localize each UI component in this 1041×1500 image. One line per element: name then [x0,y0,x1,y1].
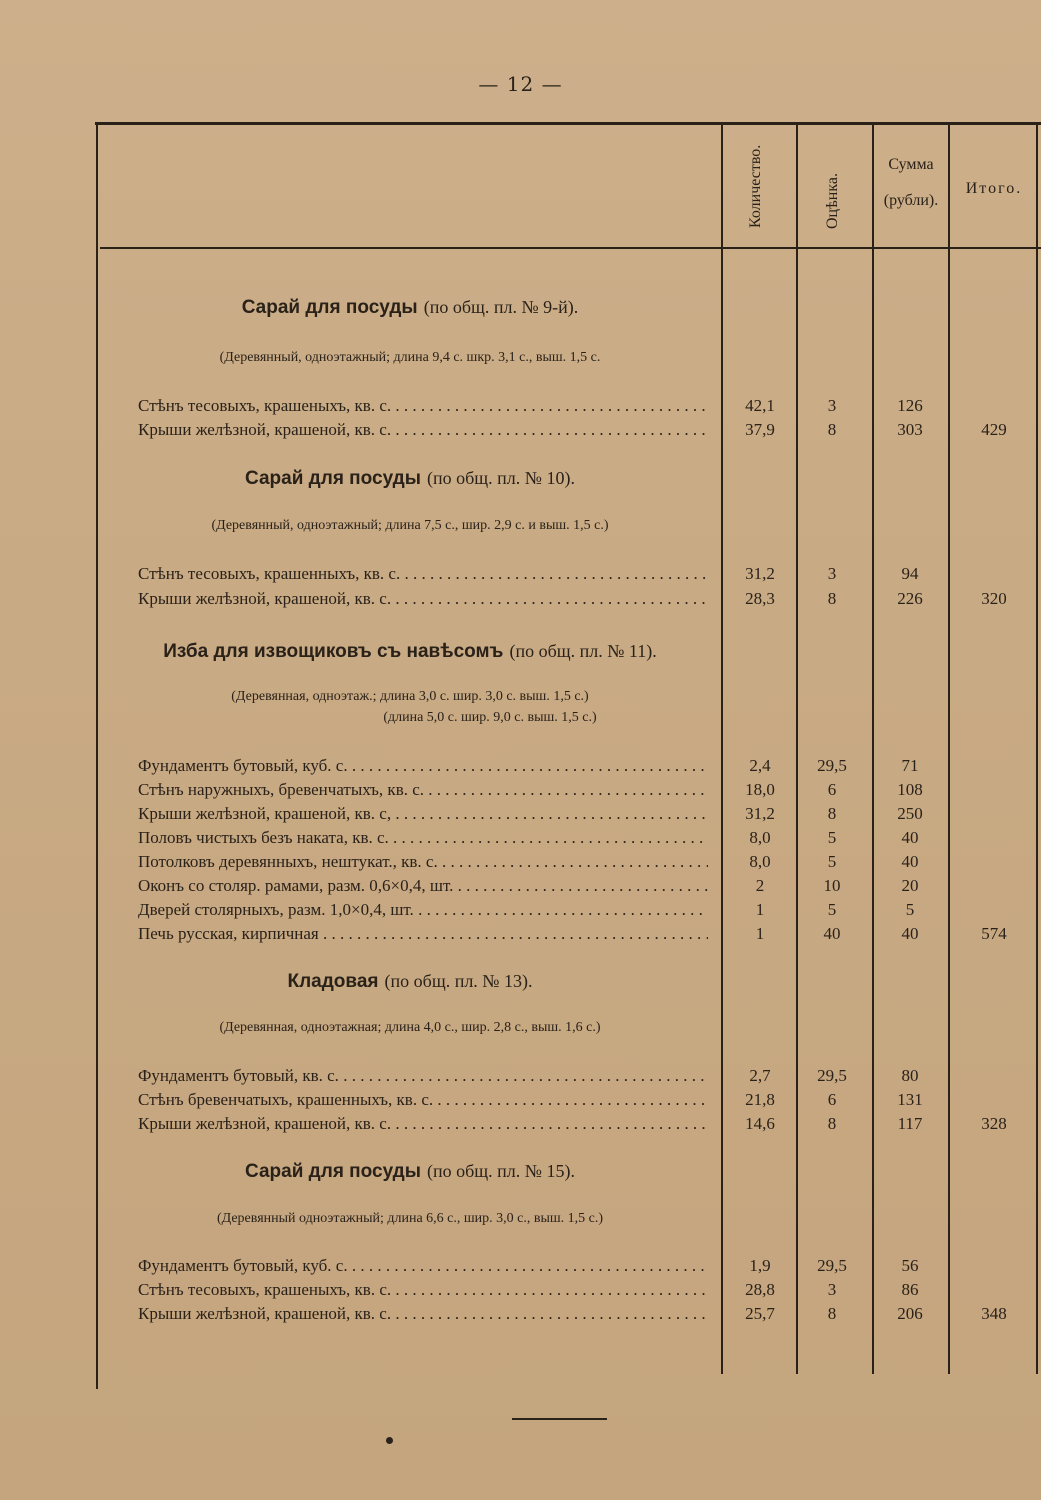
item-label: Фундаментъ бутовый, куб. с. . . . [138,756,708,776]
item-label: Фундаментъ бутовый, куб. с. . . . [138,1256,708,1276]
rate-cell: 3 [827,1280,837,1299]
col-divider-5 [1036,124,1038,1374]
table-row [0,1090,1041,1114]
rate-cell: 8 [827,420,837,439]
quantity-cell: 2,4 [749,756,771,775]
sum-cell: 94 [901,564,919,583]
ink-dot [386,1437,393,1444]
sum-cell: 206 [897,1304,923,1323]
section-description: (Деревянный одноэтажный; длина 6,6 с., шир. 3,0 с., выш. 1,5 с.) [216,1211,604,1226]
item-label: Стѣнъ наружныхъ, бревенчатыхъ, кв. с. . . . [138,780,708,800]
section-title-text: Сарай для посуды [245,468,421,489]
table-row [0,1066,1041,1090]
sum-cell: 40 [901,852,919,871]
table-row [0,780,1041,804]
table-row [0,756,1041,780]
rate-cell: 8 [827,1114,837,1133]
item-label: Стѣнъ бревенчатыхъ, крашенныхъ, кв. с. . . . [138,1090,708,1110]
section-title-text: Сарай для посуды [241,297,418,318]
table-row [0,924,1041,948]
item-label: Половъ чистыхъ безъ наката, кв. с. . . . [138,828,708,848]
quantity-cell: 37,9 [745,420,775,439]
table-row [0,420,1041,444]
col-divider-2 [796,124,798,1374]
item-label: Оконъ со столяр. рамами, разм. 0,6×0,4, шт. . . . [138,876,708,896]
table-row [0,1280,1041,1304]
quantity-cell: 18,0 [745,780,775,799]
item-label: Стѣнъ тесовыхъ, крашеныхъ, кв. с. . . . [138,396,708,416]
section-description: (Деревянный, одноэтажный; длина 7,5 с., шир. 2,9 с. и выш. 1,5 с.) [211,518,609,533]
section-description: (Деревянный, одноэтажный; длина 9,4 с. шкр. 3,1 с., выш. 1,5 с. [219,350,601,365]
rate-cell: 29,5 [817,756,847,775]
quantity-cell: 8,0 [749,852,771,871]
item-label: Фундаментъ бутовый, кв. с. . . . [138,1066,708,1086]
item-label: Стѣнъ тесовыхъ, крашенныхъ, кв. с. . . . [138,564,708,584]
section-ref: (по общ. пл. № 9-й). [423,297,579,317]
table-top-rule [95,122,1041,125]
sum-cell: 86 [901,1280,919,1299]
table-row [0,900,1041,924]
section-ref: (по общ. пл. № 11). [509,641,657,661]
rate-cell: 8 [827,1304,837,1323]
sum-cell: 80 [901,1066,919,1085]
page-number: — 12 — [478,72,563,96]
table-row [0,589,1041,613]
rate-cell: 6 [827,780,837,799]
quantity-cell: 25,7 [745,1304,775,1323]
section-title [100,296,720,319]
table-row [0,1256,1041,1280]
header-rate: Оцѣнка. [824,173,841,229]
table-row [0,1304,1041,1328]
rate-cell: 5 [827,900,837,919]
item-label: Крыши желѣзной, крашеной, кв. с. . . . [138,1304,708,1324]
item-label: Крыши желѣзной, крашеной, кв. с. . . . [138,589,708,609]
quantity-cell: 28,3 [745,589,775,608]
section-title [100,1160,720,1183]
quantity-cell: 8,0 [749,828,771,847]
quantity-cell: 1,9 [749,1256,771,1275]
rate-cell: 40 [823,924,841,943]
rate-cell: 8 [827,589,837,608]
sum-cell: 20 [901,876,919,895]
table-row [0,1114,1041,1138]
sum-cell: 40 [901,828,919,847]
header-total: Итого. [965,180,1023,197]
item-label: Дверей столярныхъ, разм. 1,0×0,4, шт. . . . [138,900,708,920]
quantity-cell: 31,2 [745,564,775,583]
section-ref: (по общ. пл. № 13). [384,971,533,991]
header-sum-line2: (рубли). [883,192,939,209]
table-row [0,876,1041,900]
sum-cell: 40 [901,924,919,943]
section-description: (Деревянная, одноэтажная; длина 4,0 с., шир. 2,8 с., выш. 1,6 с.) [219,1020,601,1035]
total-cell: 348 [981,1304,1007,1323]
item-label: Крыши желѣзной, крашеной, кв. с. . . . [138,1114,708,1134]
section-title [100,640,720,663]
quantity-cell: 42,1 [745,396,775,415]
bottom-rule [512,1418,607,1420]
quantity-cell: 21,8 [745,1090,775,1109]
section-title-text: Сарай для посуды [245,1161,421,1182]
section-title [100,970,720,993]
rate-cell: 29,5 [817,1256,847,1275]
sum-cell: 71 [901,756,919,775]
rate-cell: 5 [827,828,837,847]
quantity-cell: 31,2 [745,804,775,823]
section-ref: (по общ. пл. № 10). [427,468,575,488]
rate-cell: 29,5 [817,1066,847,1085]
sum-cell: 126 [897,396,923,415]
quantity-cell: 1 [755,924,765,943]
header-quantity: Количество. [747,144,764,228]
rate-cell: 3 [827,396,837,415]
section-ref: (по общ. пл. № 15). [427,1161,575,1181]
total-cell: 574 [981,924,1007,943]
quantity-cell: 2,7 [749,1066,771,1085]
rate-cell: 5 [827,852,837,871]
section-description: (длина 5,0 с. шир. 9,0 с. выш. 1,5 с.) [383,710,597,725]
table-row [0,564,1041,588]
sum-cell: 108 [897,780,923,799]
total-cell: 429 [981,420,1007,439]
total-cell: 320 [981,589,1007,608]
sum-cell: 226 [897,589,923,608]
section-title-text: Изба для извощиковъ съ навѣсомъ [163,641,504,662]
sum-cell: 5 [905,900,915,919]
quantity-cell: 28,8 [745,1280,775,1299]
sum-cell: 117 [897,1114,923,1133]
item-label: Печь русская, кирпичная . . . [138,924,708,944]
sum-cell: 131 [897,1090,923,1109]
item-label: Крыши желѣзной, крашеной, кв. с. . . . [138,420,708,440]
quantity-cell: 1 [755,900,765,919]
quantity-cell: 2 [755,876,765,895]
header-sum-line1: Сумма [888,156,934,173]
header-sum [874,156,948,210]
item-label: Стѣнъ тесовыхъ, крашеныхъ, кв. с. . . . [138,1280,708,1300]
section-title [100,467,720,490]
col-divider-3 [872,124,874,1374]
table-header-rule [100,247,1041,249]
table-row [0,828,1041,852]
rate-cell: 10 [823,876,841,895]
item-label: Потолковъ деревянныхъ, нештукат., кв. с. . . . [138,852,708,872]
section-description: (Деревянная, одноэтаж.; длина 3,0 с. шир. 3,0 с. выш. 1,5 с.) [231,689,589,704]
total-cell: 328 [981,1114,1007,1133]
sum-cell: 56 [901,1256,919,1275]
rate-cell: 3 [827,564,837,583]
col-divider-1 [721,124,723,1374]
table-row [0,852,1041,876]
rate-cell: 8 [827,804,837,823]
rate-cell: 6 [827,1090,837,1109]
item-label: Крыши желѣзной, крашеной, кв. с, . . . [138,804,708,824]
section-title-text: Кладовая [287,971,379,992]
sum-cell: 250 [897,804,923,823]
col-divider-4 [948,124,950,1374]
sum-cell: 303 [897,420,923,439]
quantity-cell: 14,6 [745,1114,775,1133]
table-row [0,804,1041,828]
table-row [0,396,1041,420]
